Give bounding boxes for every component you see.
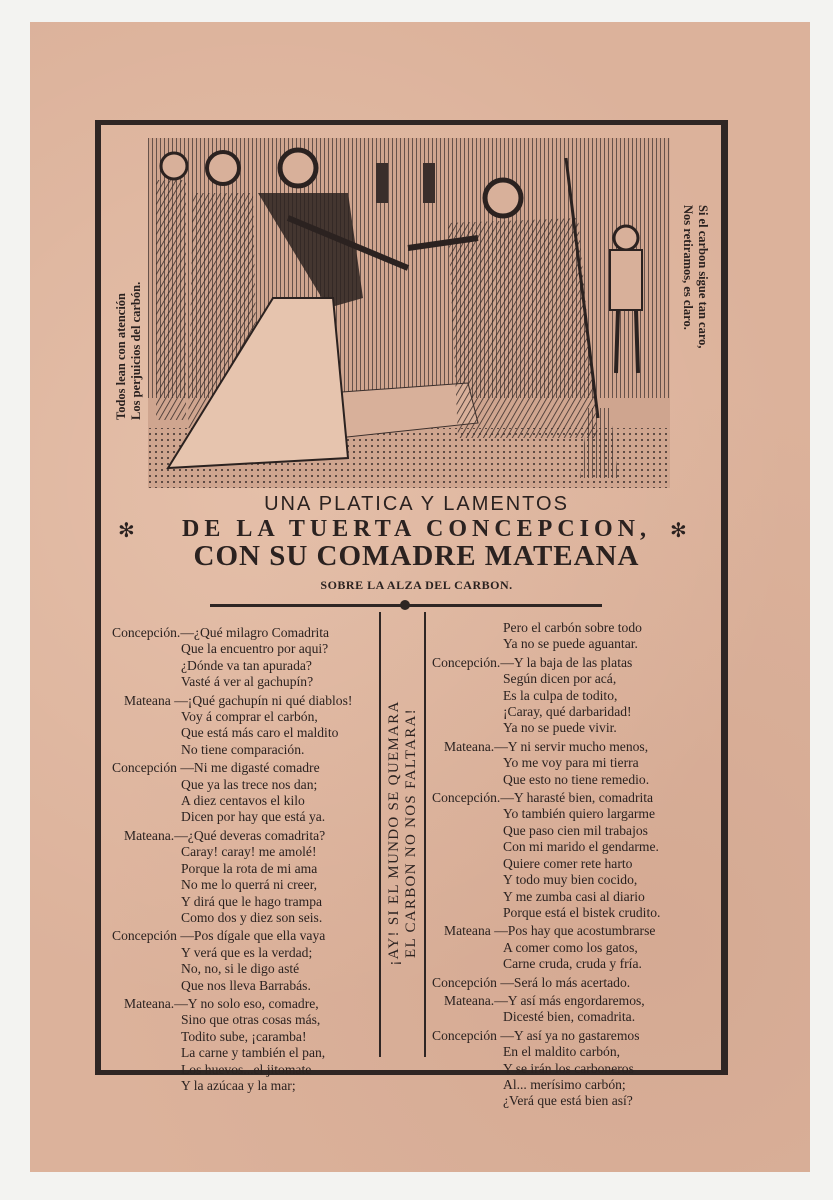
speaker-name: Concepción.— (112, 625, 194, 640)
verse-text: Ni me digasté comadre (193, 760, 320, 776)
verse-text: Porque la rota de mi ama (181, 860, 318, 876)
verse-line (112, 844, 352, 860)
speaker-name: Concepción.— (432, 654, 514, 670)
verse-text: Y me zumba casi al diario (503, 888, 645, 904)
verse-line (432, 889, 660, 905)
verse-line (432, 636, 660, 652)
verse-line (112, 793, 352, 809)
verse-line (112, 709, 352, 725)
speaker-name: Concepción — (112, 928, 194, 944)
verse-text: Como dos y diez son seis. (181, 909, 323, 925)
verse-text: ¡Qué gachupín ni qué diablos! (187, 692, 353, 708)
verse-line (432, 1044, 660, 1060)
caption-left-line: Todos lean con atención (114, 293, 128, 420)
stanza (432, 739, 660, 788)
column-divider (379, 612, 381, 1057)
stanza (432, 620, 660, 653)
verse-line (112, 742, 352, 758)
speaker-name: Concepción.— (432, 790, 514, 806)
caption-right-line: Si el carbon sigue tan caro, (696, 205, 710, 349)
verse-text: Y la azúcaa y la mar; (181, 1077, 296, 1093)
verse-text: Dicen por hay que está ya. (181, 809, 326, 825)
verse-text: Y todo muy bien cocido, (503, 872, 638, 888)
verse-line (112, 658, 352, 674)
verse-text: Los huevos...el jitomate (181, 1061, 312, 1077)
verse-line (112, 725, 352, 741)
verse-line (432, 755, 660, 771)
stanza (432, 1028, 660, 1110)
ornament-icon: ✻ (670, 520, 687, 542)
verse-line (432, 739, 660, 755)
verse-line (112, 961, 352, 977)
stanza (432, 923, 660, 972)
verse-line (112, 910, 352, 926)
verse-text: Yo también quiero largarme (503, 806, 656, 822)
woodcut-illustration (148, 138, 670, 488)
verse-text: Dicesté bien, comadrita. (503, 1009, 636, 1025)
verse-text: Y se irán los carboneros (503, 1060, 634, 1076)
speaker-name: Concepción — (112, 760, 194, 776)
stanza (112, 928, 352, 994)
verse-line (112, 1062, 352, 1078)
verse-line (432, 823, 660, 839)
verse-line (112, 1045, 352, 1061)
speaker-name: Mateana.— (444, 992, 508, 1008)
verse-text: No me lo querrá ni creer, (181, 877, 318, 893)
verse-line (112, 996, 352, 1012)
verse-line (112, 777, 352, 793)
verse-text: Que paso cien mil trabajos (503, 822, 648, 838)
speaker-name: Concepción — (432, 974, 514, 990)
verse-text: Al... merísimo carbón; (503, 1076, 626, 1092)
verse-text: Quiere comer rete harto (503, 855, 633, 871)
verse-line (432, 671, 660, 687)
verse-text: Y no solo eso, comadre, (187, 995, 319, 1011)
stanza (112, 828, 352, 926)
verse-line (112, 1012, 352, 1028)
dialogue-column-right (432, 620, 660, 1112)
verse-text: Que la encuentro por aqui? (181, 641, 329, 657)
verse-line (432, 704, 660, 720)
verse-text: ¿Qué milagro Comadrita (193, 625, 330, 640)
verse-text: La carne y también el pan, (181, 1045, 326, 1061)
verse-line (112, 1078, 352, 1094)
verse-text: Y así ya no gastaremos (513, 1027, 640, 1043)
verse-text: Y así más engordaremos, (507, 992, 645, 1008)
stanza (432, 993, 660, 1026)
verse-line (112, 978, 352, 994)
verse-line (112, 861, 352, 877)
verse-line (112, 625, 352, 641)
column-divider (424, 612, 426, 1057)
verse-text: Y ni servir mucho menos, (507, 738, 649, 754)
verse-text: A comer como los gatos, (503, 939, 638, 955)
verse-text: ¡Caray, qué darbaridad! (503, 704, 632, 720)
verse-line (432, 839, 660, 855)
verse-text: Que esto no tiene remedio. (503, 771, 650, 787)
verse-line (432, 872, 660, 888)
title-line-3: CON SU COMADRE MATEANA (193, 540, 640, 572)
verse-line (432, 790, 660, 806)
dialogue-column-left (112, 625, 352, 1096)
verse-text: Será lo más acertado. (513, 974, 631, 990)
verse-line (432, 806, 660, 822)
verse-text: Y verá que es la verdad; (181, 944, 313, 960)
verse-text: ¿Verá que está bien así? (503, 1093, 633, 1109)
verse-text: Ya no se puede aguantar. (503, 636, 638, 652)
verse-line (112, 945, 352, 961)
verse-line (112, 877, 352, 893)
verse-line (112, 894, 352, 910)
ornament-icon: ✻ (118, 520, 135, 542)
center-motto (386, 688, 420, 978)
stanza (112, 996, 352, 1094)
verse-line (112, 828, 352, 844)
verse-line (432, 1009, 660, 1025)
verse-text: Que nos lleva Barrabás. (181, 977, 311, 993)
title-line-2: DE LA TUERTA CONCEPCION, (182, 516, 651, 542)
caption-right (680, 205, 710, 349)
verse-line (432, 655, 660, 671)
verse-line (432, 772, 660, 788)
caption-left (114, 282, 144, 420)
verse-line (112, 674, 352, 690)
verse-line (432, 1093, 660, 1109)
motto-line: ¡AY! SI EL MUNDO SE QUEMARA (386, 700, 402, 966)
speaker-name: Concepción — (432, 1027, 514, 1043)
caption-left-line: Los perjuicios del carbón. (129, 281, 143, 420)
verse-line (432, 993, 660, 1009)
verse-text: Caray! caray! me amolé! (181, 844, 317, 860)
verse-line (432, 975, 660, 991)
verse-text: Con mi marido el gendarme. (503, 839, 659, 855)
verse-text: ¿Dónde va tan apurada? (181, 657, 312, 673)
motto-line: EL CARBON NO NOS FALTARA! (403, 708, 419, 958)
verse-line (432, 905, 660, 921)
speaker-name: Mateana.— (124, 827, 188, 843)
verse-text: Vasté á ver al gachupín? (181, 674, 314, 690)
verse-line (432, 688, 660, 704)
verse-text: No tiene comparación. (181, 741, 305, 757)
speaker-name: Mateana — (124, 692, 188, 708)
verse-line (112, 641, 352, 657)
verse-line (432, 1028, 660, 1044)
speaker-name: Mateana.— (124, 995, 188, 1011)
speaker-name: Mateana — (444, 923, 508, 939)
verse-text: Que ya las trece nos dan; (181, 776, 318, 792)
verse-line (432, 940, 660, 956)
verse-text: Carne cruda, cruda y fría. (503, 956, 642, 972)
verse-text: Ya no se puede vivir. (503, 720, 617, 736)
verse-text: ¿Qué deveras comadrita? (187, 827, 326, 843)
stanza (112, 760, 352, 826)
verse-text: Porque está el bistek crudito. (503, 904, 661, 920)
verse-line (432, 1061, 660, 1077)
verse-line (112, 760, 352, 776)
stanza (432, 655, 660, 737)
verse-text: Y harasté bien, comadrita (513, 790, 654, 806)
verse-text: Y dirá que le hago trampa (181, 893, 323, 909)
verse-line (432, 620, 660, 636)
verse-line (112, 928, 352, 944)
verse-text: Voy á comprar el carbón, (181, 709, 318, 725)
verse-text: Pos dígale que ella vaya (193, 928, 326, 944)
caption-right-line: Nos retiramos, es claro. (681, 205, 695, 330)
title-line-1: UNA PLATICA Y LAMENTOS (264, 493, 569, 515)
verse-text: A diez centavos el kilo (181, 793, 305, 809)
verse-line (112, 809, 352, 825)
subtitle: SOBRE LA ALZA DEL CARBON. (320, 578, 513, 592)
verse-text: En el maldito carbón, (503, 1044, 621, 1060)
verse-line (112, 693, 352, 709)
verse-text: Según dicen por acá, (503, 671, 617, 687)
verse-text: No, no, si le digo asté (181, 961, 300, 977)
verse-line (432, 923, 660, 939)
stanza (432, 790, 660, 921)
verse-line (432, 956, 660, 972)
verse-line (432, 1077, 660, 1093)
stanza (112, 625, 352, 691)
verse-text: Y la baja de las platas (513, 654, 633, 670)
verse-text: Es la culpa de todito, (503, 687, 618, 703)
verse-text: Todito sube, ¡caramba! (181, 1028, 307, 1044)
verse-text: Pero el carbón sobre todo (503, 620, 642, 635)
verse-text: Que está más caro el maldito (181, 725, 339, 741)
verse-line (112, 1029, 352, 1045)
verse-line (432, 720, 660, 736)
stanza (112, 693, 352, 759)
verse-line (432, 856, 660, 872)
ornamental-rule-center (400, 600, 410, 610)
verse-text: Yo me voy para mi tierra (503, 755, 639, 771)
verse-text: Pos hay que acostumbrarse (507, 923, 656, 939)
stanza (432, 975, 660, 991)
speaker-name: Mateana.— (444, 738, 508, 754)
verse-text: Sino que otras cosas más, (181, 1012, 321, 1028)
